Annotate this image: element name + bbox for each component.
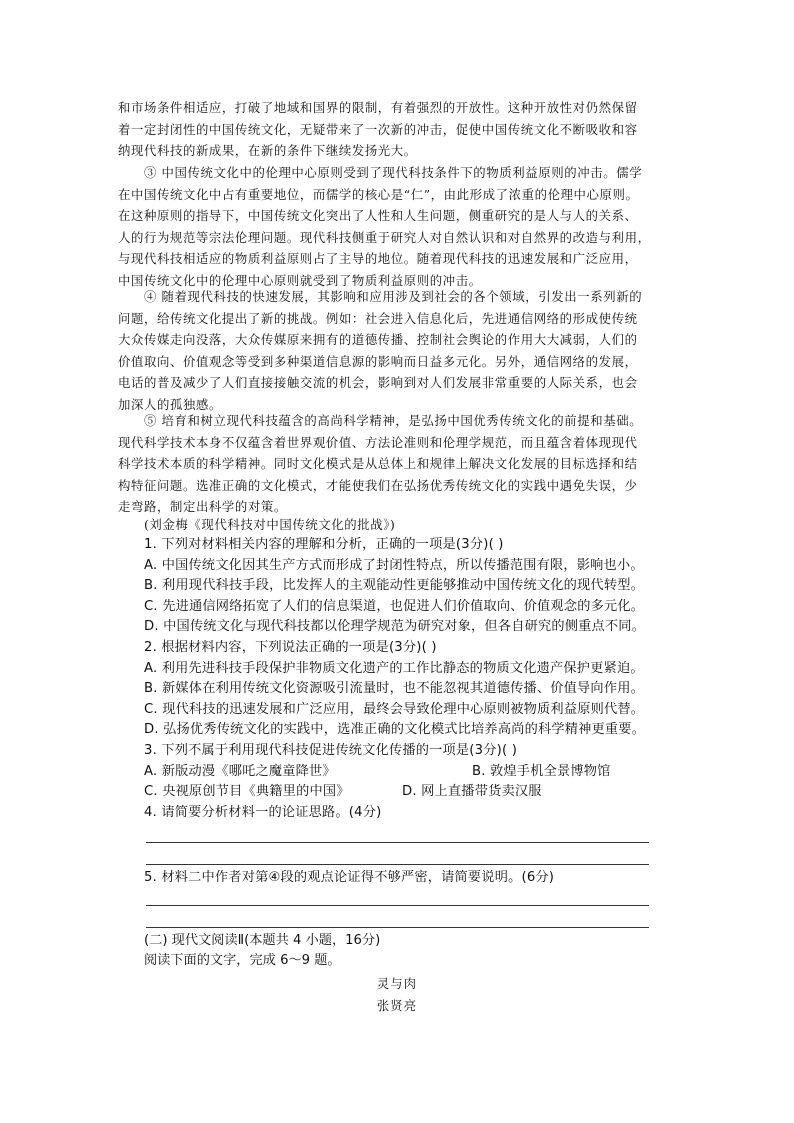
text-line: 和市场条件相适应，打破了地域和国界的限制，有着强烈的开放性。这种开放性对仍然保留 [118, 100, 638, 115]
text-line: ③ 中国传统文化中的伦理中心原则受到了现代科技条件下的物质利益原则的冲击。儒学 [144, 165, 643, 180]
text-line: 加深人的孤独感。 [118, 396, 222, 412]
passage-paragraph-continuation [118, 97, 678, 162]
question-3-options-row-2 [144, 782, 645, 803]
text-line: ⑤ 培育和树立现代科技蕴含的高尚科学精神，是弘扬中国优秀传统文化的前提和基础。 [144, 413, 643, 428]
question-1-option-b[interactable]: B. 利用现代科技手段，比发挥人的主观能动性更能够推动中国传统文化的现代转型。 [144, 578, 644, 594]
question-2-option-c[interactable]: C. 现代科技的迅速发展和广泛应用，最终会导致伦理中心原则被物质利益原则代替。 [144, 701, 645, 717]
text-line: 人的行为规范等宗法伦理问题。现代科技侧重于研究人对自然认识和对自然界的改造与利用， [118, 229, 651, 245]
text-line: 纳现代科技的新成果，在新的条件下继续发扬光大。 [118, 143, 417, 159]
text-line: 中国传统文化中的伦理中心原则就受到了物质利益原则的冲击。 [118, 272, 482, 288]
question-2-option-a[interactable]: A. 利用先进科技手段保护非物质文化遗产的工作比静态的物质文化遗产保护更紧迫。 [144, 660, 644, 676]
answer-line[interactable] [146, 864, 649, 865]
passage-source: (刘金梅《现代科技对中国传统文化的批战》) [144, 517, 396, 532]
question-3-option-d[interactable]: D. 网上直播带货卖汉服 [402, 784, 542, 800]
text-line: 在中国传统文化中占有重要地位，而儒学的核心是“仁”，由此形成了浓重的伦理中心原则。 [118, 186, 639, 202]
question-block-1-2 [144, 535, 645, 823]
question-5-stem: 5. 材料二中作者对第④段的观点论证得不够严密，请简要说明。(6分) [144, 870, 555, 885]
answer-line[interactable] [146, 927, 649, 928]
story-author: 张贤亮 [376, 998, 418, 1013]
text-line: 大众传媒走向没落，大众传媒原来拥有的道德传播、控制社会舆论的作用大大减弱，人们的 [118, 332, 638, 348]
question-1-option-c[interactable]: C. 先进通信网络拓宽了人们的信息渠道，也促进人们价值取向、价值观念的多元化。 [144, 598, 645, 614]
story-title: 灵与肉 [376, 976, 418, 991]
question-2-stem: 2. 根据材料内容，下列说法正确的一项是(3分)( ) [144, 639, 437, 655]
question-1-option-d[interactable]: D. 中国传统文化与现代科技都以伦理学规范为研究对象，但各自研究的侧重点不同。 [144, 619, 646, 635]
text-line: 现代科学技术本身不仅蕴含着世界观价值、方法论准则和伦理学规范，而且蕴含着体现现代 [118, 434, 638, 450]
passage-paragraph-5 [118, 410, 678, 518]
question-3-option-b[interactable]: B. 敦煌手机全景博物馆 [472, 763, 611, 779]
text-line: 价值取向、价值观念等受到多种渠道信息源的影响而日益多元化。另外，通信网络的发展， [118, 353, 638, 369]
section-2-heading: (二) 现代文阅读Ⅱ(本题共 4 小题，16分) [144, 933, 381, 948]
question-1-stem: 1. 下列对材料相关内容的理解和分析，正确的一项是(3分)( ) [144, 537, 504, 552]
text-line: 电话的普及减少了人们直接接触交流的机会，影响到对人们发展非常重要的人际关系，也会 [118, 375, 638, 391]
text-line: ④ 随着现代科技的快速发展，其影响和应用涉及到社会的各个领域，引发出一系列新的 [144, 289, 643, 304]
question-3-options-row-1 [144, 762, 645, 783]
question-2-option-b[interactable]: B. 新媒体在利用传统文化资源吸引流量时，也不能忽视其道德传播、价值导向作用。 [144, 681, 644, 697]
question-3-option-c[interactable]: C. 央视原创节目《典籍里的中国》 [144, 784, 350, 800]
text-line: 走弯路，制定出科学的对策。 [118, 499, 287, 515]
question-1-option-a[interactable]: A. 中国传统文化因其生产方式而形成了封闭性特点，所以传播范围有限，影响也小。 [144, 557, 644, 573]
section-2-instruction: 阅读下面的文字，完成 6～9 题。 [144, 953, 341, 968]
text-line: 与现代科技相适应的物质利益原则占了主导的地位。随着现代科技的迅速发展和广泛应用， [118, 251, 638, 267]
text-line: 问题，给传统文化提出了新的挑战。例如：社会进入信息化后，先进通信网络的形成使传统 [118, 310, 638, 326]
passage-paragraph-3 [118, 162, 678, 292]
text-line: 在这种原则的指导下，中国传统文化突出了人性和人生问题，侧重研究的是人与人的关系、 [118, 208, 638, 224]
passage-paragraph-4 [118, 286, 678, 416]
question-4-stem: 4. 请简要分析材料一的论证思路。(4分) [144, 804, 382, 820]
question-3-stem: 3. 下列不属于利用现代科技促进传统文化传播的一项是(3分)( ) [144, 742, 518, 758]
answer-line[interactable] [146, 842, 649, 843]
text-line: 着一定封闭性的中国传统文化，无疑带来了一次新的冲击，促使中国传统文化不断吸收和容 [118, 121, 638, 137]
text-line: 构特征问题。选准正确的文化模式，才能使我们在弘扬优秀传统文化的实践中遇免失误，少 [118, 477, 638, 493]
question-3-option-a[interactable]: A. 新版动漫《哪吒之魔童降世》 [144, 763, 336, 779]
text-line: 科学技术本质的科学精神。同时文化模式是从总体上和规律上解决文化发展的目标选择和结 [118, 456, 638, 472]
question-2-option-d[interactable]: D. 弘扬优秀传统文化的实践中，选准正确的文化模式比培养高尚的科学精神更重要。 [144, 722, 646, 738]
answer-line[interactable] [146, 905, 649, 906]
question-block-5 [144, 868, 554, 889]
